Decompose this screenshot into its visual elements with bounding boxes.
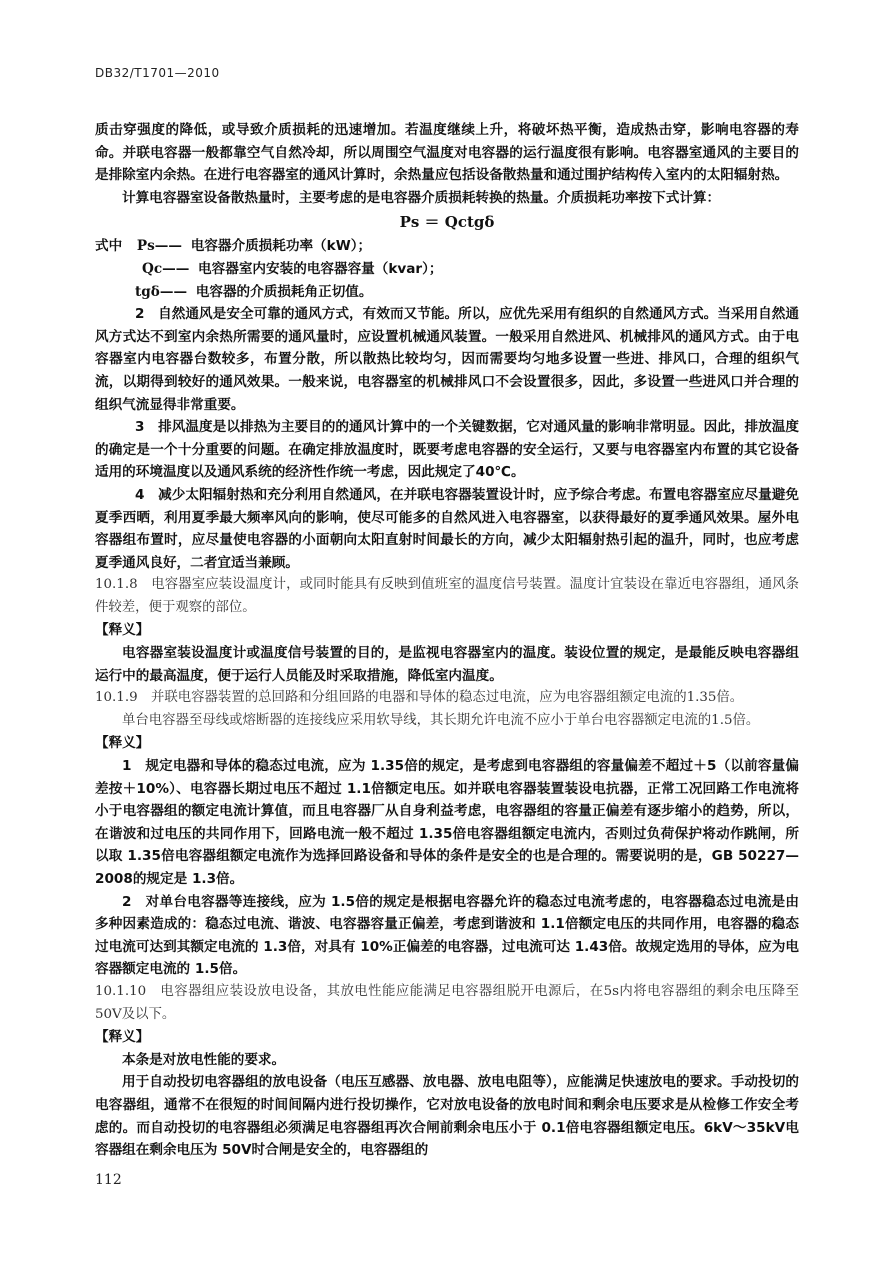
clause-text: 10.1.9 并联电容器装置的总回路和分组回路的电器和导体的稳态过电流，应为电容器组额定电流的1.35倍。	[95, 690, 744, 706]
definition-text: 电容器的介质损耗角正切值。	[195, 283, 373, 300]
paragraph: 用于自动投切电容器组的放电设备（电压互感器、放电器、放电电阻等），应能满足快速放电的要求。手动投切的电容器组，通常不在很短的时间间隔内进行投切操作，它对放电设备的放电时间和剩余电压要求是从检修工作安全考虑的。而自动投切的电容器组必须满足电容器组再次合闸前剩余电压小于 0.1倍电容器组额定电压。6kV～35kV电容器组在剩余电压为 50V时合闸是安全的，电容器组的	[95, 1074, 799, 1159]
document-code: DB32/T1701—2010	[95, 66, 220, 80]
paragraph: 本条是对放电性能的要求。	[122, 1051, 286, 1068]
paragraph: 3 排风温度是以排热为主要目的的通风计算中的一个关键数据，它对通风量的影响非常明显。因此，排放温度的确定是一个十分重要的问题。在确定排放温度时，既要考虑电容器的安全运行，又要与电容器室内布置的其它设备适用的环境温度以及通风系统的经济性作统一考虑，因此规定了40℃。	[95, 419, 799, 481]
definition-symbol: Ps——	[136, 238, 182, 255]
paragraph: 2 自然通风是安全可靠的通风方式，有效而又节能。所以，应优先采用有组织的自然通风方式。当采用自然通风方式达不到室内余热所需要的通风量时，应设置机械通风装置。一般采用自然进风、机械排风的通风方式。由于电容器室内电容器台数较多，布置分散，所以散热比较均匀，因而需要均匀地多设置一些进、排风口，合理的组织气流，以期得到较好的通风效果。一般来说，电容器室的机械排风口不会设置很多，因此，多设置一些进风口并合理的组织气流显得非常重要。	[95, 306, 799, 413]
definition-label: 式中	[95, 238, 123, 255]
definition-text: 电容器介质损耗功率（kW）；	[190, 238, 372, 255]
formula: Ps ＝ Qctgδ	[399, 213, 495, 232]
paragraph: 计算电容器室设备散热量时，主要考虑的是电容器介质损耗转换的热量。介质损耗功率按下式计算：	[122, 189, 721, 206]
paragraph: 电容器室装设温度计或温度信号装置的目的，是监视电容器室内的温度。装设位置的规定，是最能反映电容器组运行中的最高温度，便于运行人员能及时采取措施，降低室内温度。	[95, 645, 799, 684]
paragraph: 质击穿强度的降低，或导致介质损耗的迅速增加。若温度继续上升，将破坏热平衡，造成热击穿，影响电容器的寿命。并联电容器一般都靠空气自然冷却，所以周围空气温度对电容器的运行温度很有影响。电容器室通风的主要目的是排除室内余热。在进行电容器室的通风计算时，余热量应包括设备散热量和通过围护结构传入室内的太阳辐射热。	[95, 122, 799, 184]
definition-text: 电容器室内安装的电容器容量（kvar）；	[198, 260, 443, 277]
section-label: 【释义】	[95, 622, 150, 639]
paragraph: 4 减少太阳辐射热和充分利用自然通风，在并联电容器装置设计时，应予综合考虑。布置电容器室应尽量避免夏季西晒，利用夏季最大频率风向的影响，使尽可能多的自然风进入电容器室，以获得最好的夏季通风效果。屋外电容器组布置时，应尽量使电容器的小面朝向太阳直射时间最长的方向，减少太阳辐射热引起的温升，同时，也应考虑夏季通风良好，二者宜适当兼顾。	[95, 486, 799, 571]
clause-text: 单台电容器至母线或熔断器的连接线应采用软导线，其长期允许电流不应小于单台电容器额定电流的1.5倍。	[122, 712, 760, 728]
definition-symbol: Qc——	[142, 260, 190, 277]
section-label: 【释义】	[95, 735, 150, 752]
section-label: 【释义】	[95, 1029, 150, 1046]
definition-row	[95, 281, 799, 304]
paragraph: 2 对单台电容器等连接线，应为 1.5倍的规定是根据电容器允许的稳态过电流考虑的，电容器稳态过电流是由多种因素造成的：稳态过电流、谐波、电容器容量正偏差，考虑到谐波和 1.1倍额定电压的共同作用，电容器的稳态过电流可达到其额定电流的 1.3倍，对具有 10%正偏差的电容器，过电流可达 1.43倍。故规定选用的导体，应为电容器额定电流的 1.5倍。	[95, 893, 799, 978]
paragraph: 1 规定电器和导体的稳态过电流，应为 1.35倍的规定，是考虑到电容器组的容量偏差不超过＋5（以前容量偏差按＋10%）、电容器长期过电压不超过 1.1倍额定电压。如并联电容器装置装设电抗器，正常工况回路工作电流将小于电容器组的额定电流计算值，而且电容器厂从自身利益考虑，电容器组的容量正偏差有逐步缩小的趋势，所以，在谐波和过电压的共同作用下，回路电流一般不超过 1.35倍电容器组额定电流内，否则过负荷保护将动作跳闸，所以取 1.35倍电容器组额定电流作为选择回路设备和导体的条件是安全的也是合理的。需要说明的是，GB 50227—2008的规定是 1.3倍。	[95, 758, 799, 887]
definition-symbol: tgδ——	[135, 283, 188, 300]
definition-row	[95, 258, 799, 281]
clause-text: 10.1.10 电容器组应装设放电设备，其放电性能应能满足电容器组脱开电源后，在5s内将电容器组的剩余电压降至50V及以下。	[95, 983, 799, 1022]
page-body	[95, 119, 799, 1162]
page-number: 112	[95, 1172, 122, 1188]
definition-row	[95, 235, 799, 258]
clause-text: 10.1.8 电容器室应装设温度计，或同时能具有反映到值班室的温度信号装置。温度计宜装设在靠近电容器组，通风条件较差，便于观察的部位。	[95, 577, 799, 615]
